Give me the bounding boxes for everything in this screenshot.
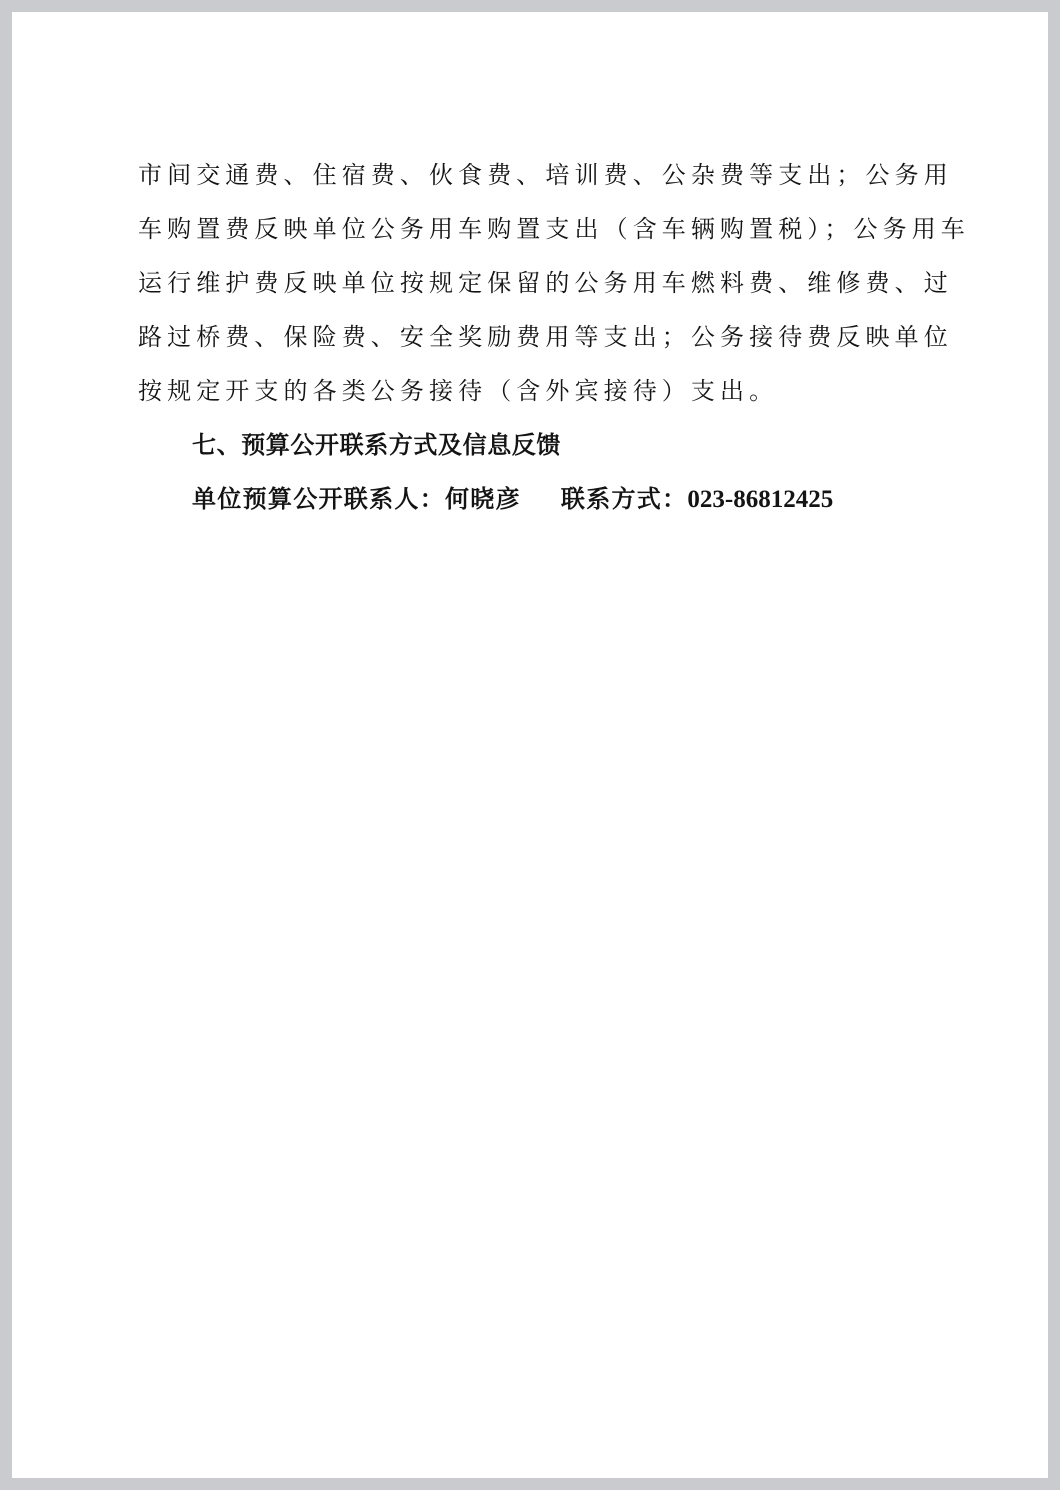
body-line-3: 运行维护费反映单位按规定保留的公务用车燃料费、维修费、过 [138,269,953,297]
contact-phone: 023-86812425 [687,486,834,513]
contact-line [192,472,928,526]
body-line-1: 市间交通费、住宿费、伙食费、培训费、公杂费等支出；公务用 [138,161,953,189]
section-heading: 七、预算公开联系方式及信息反馈 [192,431,561,459]
body-line-5: 按规定开支的各类公务接待（含外宾接待）支出。 [138,377,779,405]
contact-method-label: 联系方式： [560,485,688,513]
contact-person: 单位预算公开联系人：何晓彦 [192,485,521,513]
body-line-4: 路过桥费、保险费、安全奖励费用等支出；公务接待费反映单位 [138,323,953,351]
document-body [138,148,970,526]
body-line-2: 车购置费反映单位公务用车购置支出（含车辆购置税）；公务用车 [138,215,970,243]
document-page [12,12,1048,1478]
